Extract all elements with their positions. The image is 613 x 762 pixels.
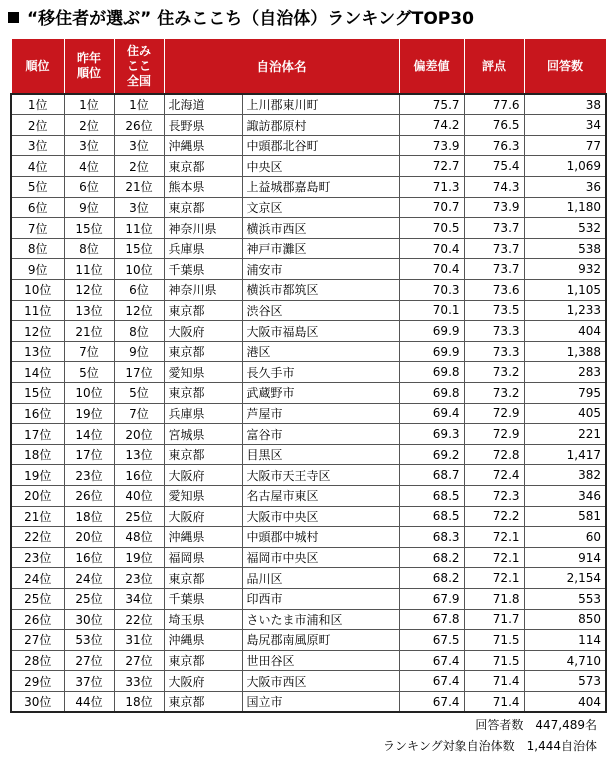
cell-prefecture: 大阪府 bbox=[164, 506, 242, 527]
cell-city: 長久手市 bbox=[242, 362, 399, 383]
cell-prev-rank: 24位 bbox=[64, 568, 114, 589]
cell-prefecture: 大阪府 bbox=[164, 321, 242, 342]
cell-responses: 283 bbox=[524, 362, 606, 383]
cell-responses: 404 bbox=[524, 321, 606, 342]
cell-prefecture: 沖縄県 bbox=[164, 527, 242, 548]
cell-responses: 382 bbox=[524, 465, 606, 486]
cell-prefecture: 千葉県 bbox=[164, 588, 242, 609]
cell-score: 74.3 bbox=[464, 177, 524, 198]
cell-prev-rank: 2位 bbox=[64, 115, 114, 136]
cell-rank: 18位 bbox=[11, 444, 64, 465]
cell-deviation: 69.2 bbox=[399, 444, 464, 465]
cell-city: 文京区 bbox=[242, 197, 399, 218]
cell-deviation: 67.4 bbox=[399, 691, 464, 712]
cell-deviation: 69.3 bbox=[399, 424, 464, 445]
cell-prefecture: 東京都 bbox=[164, 444, 242, 465]
table-row bbox=[11, 630, 606, 651]
cell-prev-rank: 7位 bbox=[64, 341, 114, 362]
cell-city: 浦安市 bbox=[242, 259, 399, 280]
cell-prev-rank: 27位 bbox=[64, 650, 114, 671]
cell-score: 71.5 bbox=[464, 650, 524, 671]
cell-score: 73.7 bbox=[464, 218, 524, 239]
table-row bbox=[11, 527, 606, 548]
table-row bbox=[11, 259, 606, 280]
cell-responses: 538 bbox=[524, 238, 606, 259]
table-row bbox=[11, 424, 606, 445]
cell-prev-rank: 18位 bbox=[64, 506, 114, 527]
table-row bbox=[11, 218, 606, 239]
cell-score: 73.2 bbox=[464, 362, 524, 383]
cell-responses: 38 bbox=[524, 94, 606, 115]
cell-rank: 17位 bbox=[11, 424, 64, 445]
table-row bbox=[11, 300, 606, 321]
header-score: 評点 bbox=[464, 39, 524, 95]
cell-prev-rank: 25位 bbox=[64, 588, 114, 609]
cell-city: 芦屋市 bbox=[242, 403, 399, 424]
cell-rank: 3位 bbox=[11, 135, 64, 156]
table-row bbox=[11, 547, 606, 568]
cell-rank: 28位 bbox=[11, 650, 64, 671]
cell-score: 71.7 bbox=[464, 609, 524, 630]
cell-prefecture: 神奈川県 bbox=[164, 218, 242, 239]
table-row bbox=[11, 238, 606, 259]
table-row bbox=[11, 94, 606, 115]
cell-city: 世田谷区 bbox=[242, 650, 399, 671]
cell-score: 72.2 bbox=[464, 506, 524, 527]
table-row bbox=[11, 115, 606, 136]
cell-responses: 553 bbox=[524, 588, 606, 609]
cell-rank: 23位 bbox=[11, 547, 64, 568]
cell-rank: 11位 bbox=[11, 300, 64, 321]
cell-sumi-rank: 3位 bbox=[114, 197, 164, 218]
cell-prefecture: 兵庫県 bbox=[164, 403, 242, 424]
cell-sumi-rank: 3位 bbox=[114, 135, 164, 156]
cell-responses: 34 bbox=[524, 115, 606, 136]
cell-deviation: 69.9 bbox=[399, 341, 464, 362]
page-title: “移住者が選ぶ” 住みここち（自治体）ランキングTOP30 bbox=[8, 4, 474, 34]
cell-score: 72.1 bbox=[464, 547, 524, 568]
cell-deviation: 70.4 bbox=[399, 259, 464, 280]
header-prev-rank: 昨年 順位 bbox=[64, 39, 114, 95]
cell-responses: 581 bbox=[524, 506, 606, 527]
header-rank: 順位 bbox=[11, 39, 64, 95]
cell-rank: 5位 bbox=[11, 177, 64, 198]
table-row bbox=[11, 650, 606, 671]
cell-prefecture: 東京都 bbox=[164, 197, 242, 218]
cell-prefecture: 沖縄県 bbox=[164, 630, 242, 651]
cell-prefecture: 東京都 bbox=[164, 156, 242, 177]
cell-city: 大阪市西区 bbox=[242, 671, 399, 692]
table-row bbox=[11, 321, 606, 342]
cell-responses: 1,233 bbox=[524, 300, 606, 321]
cell-prev-rank: 14位 bbox=[64, 424, 114, 445]
cell-city: 諏訪郡原村 bbox=[242, 115, 399, 136]
table-body bbox=[11, 94, 606, 712]
cell-score: 71.5 bbox=[464, 630, 524, 651]
cell-score: 72.9 bbox=[464, 403, 524, 424]
cell-score: 73.7 bbox=[464, 238, 524, 259]
table-row bbox=[11, 341, 606, 362]
cell-responses: 2,154 bbox=[524, 568, 606, 589]
cell-city: 大阪市天王寺区 bbox=[242, 465, 399, 486]
cell-responses: 795 bbox=[524, 383, 606, 404]
cell-rank: 8位 bbox=[11, 238, 64, 259]
cell-sumi-rank: 26位 bbox=[114, 115, 164, 136]
cell-responses: 914 bbox=[524, 547, 606, 568]
cell-responses: 1,388 bbox=[524, 341, 606, 362]
cell-rank: 1位 bbox=[11, 94, 64, 115]
cell-deviation: 67.5 bbox=[399, 630, 464, 651]
cell-rank: 20位 bbox=[11, 485, 64, 506]
cell-deviation: 70.3 bbox=[399, 280, 464, 301]
cell-prev-rank: 4位 bbox=[64, 156, 114, 177]
cell-city: 目黒区 bbox=[242, 444, 399, 465]
cell-responses: 405 bbox=[524, 403, 606, 424]
cell-responses: 1,180 bbox=[524, 197, 606, 218]
cell-responses: 532 bbox=[524, 218, 606, 239]
cell-rank: 14位 bbox=[11, 362, 64, 383]
cell-prefecture: 愛知県 bbox=[164, 485, 242, 506]
cell-deviation: 70.5 bbox=[399, 218, 464, 239]
cell-responses: 60 bbox=[524, 527, 606, 548]
cell-deviation: 69.8 bbox=[399, 383, 464, 404]
cell-sumi-rank: 27位 bbox=[114, 650, 164, 671]
cell-deviation: 70.1 bbox=[399, 300, 464, 321]
table-row bbox=[11, 177, 606, 198]
cell-score: 73.3 bbox=[464, 321, 524, 342]
municipalities-note: ランキング対象自治体数 1,444自治体 bbox=[383, 739, 597, 753]
cell-prefecture: 福岡県 bbox=[164, 547, 242, 568]
cell-deviation: 67.4 bbox=[399, 650, 464, 671]
cell-score: 72.1 bbox=[464, 527, 524, 548]
cell-score: 73.9 bbox=[464, 197, 524, 218]
cell-city: 印西市 bbox=[242, 588, 399, 609]
cell-responses: 77 bbox=[524, 135, 606, 156]
cell-rank: 29位 bbox=[11, 671, 64, 692]
cell-prev-rank: 8位 bbox=[64, 238, 114, 259]
cell-rank: 19位 bbox=[11, 465, 64, 486]
cell-responses: 346 bbox=[524, 485, 606, 506]
cell-deviation: 70.4 bbox=[399, 238, 464, 259]
cell-prefecture: 愛知県 bbox=[164, 362, 242, 383]
cell-deviation: 69.9 bbox=[399, 321, 464, 342]
table-row bbox=[11, 403, 606, 424]
cell-rank: 4位 bbox=[11, 156, 64, 177]
header-municipality: 自治体名 bbox=[164, 39, 399, 95]
cell-rank: 27位 bbox=[11, 630, 64, 651]
table-row bbox=[11, 197, 606, 218]
cell-rank: 13位 bbox=[11, 341, 64, 362]
cell-score: 73.6 bbox=[464, 280, 524, 301]
cell-sumi-rank: 12位 bbox=[114, 300, 164, 321]
cell-rank: 16位 bbox=[11, 403, 64, 424]
cell-prefecture: 埼玉県 bbox=[164, 609, 242, 630]
table-row bbox=[11, 485, 606, 506]
cell-sumi-rank: 17位 bbox=[114, 362, 164, 383]
cell-city: 品川区 bbox=[242, 568, 399, 589]
cell-deviation: 68.2 bbox=[399, 547, 464, 568]
cell-deviation: 68.5 bbox=[399, 506, 464, 527]
cell-score: 73.7 bbox=[464, 259, 524, 280]
cell-rank: 21位 bbox=[11, 506, 64, 527]
cell-score: 73.5 bbox=[464, 300, 524, 321]
cell-prefecture: 長野県 bbox=[164, 115, 242, 136]
cell-responses: 36 bbox=[524, 177, 606, 198]
cell-prev-rank: 5位 bbox=[64, 362, 114, 383]
cell-sumi-rank: 13位 bbox=[114, 444, 164, 465]
cell-prefecture: 兵庫県 bbox=[164, 238, 242, 259]
cell-city: 武蔵野市 bbox=[242, 383, 399, 404]
cell-prev-rank: 9位 bbox=[64, 197, 114, 218]
cell-score: 72.3 bbox=[464, 485, 524, 506]
cell-deviation: 68.2 bbox=[399, 568, 464, 589]
cell-score: 72.1 bbox=[464, 568, 524, 589]
cell-responses: 850 bbox=[524, 609, 606, 630]
cell-sumi-rank: 9位 bbox=[114, 341, 164, 362]
cell-city: 富谷市 bbox=[242, 424, 399, 445]
cell-deviation: 74.2 bbox=[399, 115, 464, 136]
cell-responses: 1,069 bbox=[524, 156, 606, 177]
cell-rank: 7位 bbox=[11, 218, 64, 239]
cell-prefecture: 東京都 bbox=[164, 568, 242, 589]
table-row bbox=[11, 135, 606, 156]
cell-sumi-rank: 1位 bbox=[114, 94, 164, 115]
cell-prev-rank: 53位 bbox=[64, 630, 114, 651]
table-row bbox=[11, 691, 606, 712]
table-row bbox=[11, 156, 606, 177]
cell-prev-rank: 6位 bbox=[64, 177, 114, 198]
cell-deviation: 69.8 bbox=[399, 362, 464, 383]
cell-deviation: 68.5 bbox=[399, 485, 464, 506]
cell-city: 渋谷区 bbox=[242, 300, 399, 321]
cell-sumi-rank: 48位 bbox=[114, 527, 164, 548]
cell-deviation: 67.4 bbox=[399, 671, 464, 692]
table-row bbox=[11, 383, 606, 404]
cell-rank: 26位 bbox=[11, 609, 64, 630]
ranking-table bbox=[10, 38, 607, 713]
cell-deviation: 75.7 bbox=[399, 94, 464, 115]
cell-prev-rank: 23位 bbox=[64, 465, 114, 486]
cell-score: 73.2 bbox=[464, 383, 524, 404]
cell-deviation: 67.9 bbox=[399, 588, 464, 609]
cell-prev-rank: 16位 bbox=[64, 547, 114, 568]
cell-city: 港区 bbox=[242, 341, 399, 362]
cell-prev-rank: 15位 bbox=[64, 218, 114, 239]
cell-responses: 221 bbox=[524, 424, 606, 445]
cell-score: 77.6 bbox=[464, 94, 524, 115]
header-responses: 回答数 bbox=[524, 39, 606, 95]
cell-prev-rank: 1位 bbox=[64, 94, 114, 115]
cell-rank: 15位 bbox=[11, 383, 64, 404]
cell-city: 国立市 bbox=[242, 691, 399, 712]
cell-prev-rank: 19位 bbox=[64, 403, 114, 424]
table-row bbox=[11, 506, 606, 527]
cell-score: 72.9 bbox=[464, 424, 524, 445]
cell-deviation: 73.9 bbox=[399, 135, 464, 156]
cell-responses: 404 bbox=[524, 691, 606, 712]
cell-sumi-rank: 5位 bbox=[114, 383, 164, 404]
cell-score: 72.8 bbox=[464, 444, 524, 465]
cell-prev-rank: 10位 bbox=[64, 383, 114, 404]
table-row bbox=[11, 444, 606, 465]
cell-city: 神戸市灘区 bbox=[242, 238, 399, 259]
cell-score: 71.4 bbox=[464, 671, 524, 692]
cell-score: 75.4 bbox=[464, 156, 524, 177]
cell-prev-rank: 44位 bbox=[64, 691, 114, 712]
cell-prev-rank: 21位 bbox=[64, 321, 114, 342]
table-header-row bbox=[11, 39, 606, 95]
cell-prefecture: 東京都 bbox=[164, 650, 242, 671]
table-row bbox=[11, 362, 606, 383]
cell-rank: 25位 bbox=[11, 588, 64, 609]
cell-prev-rank: 30位 bbox=[64, 609, 114, 630]
cell-deviation: 71.3 bbox=[399, 177, 464, 198]
cell-score: 73.3 bbox=[464, 341, 524, 362]
cell-prev-rank: 11位 bbox=[64, 259, 114, 280]
cell-prefecture: 千葉県 bbox=[164, 259, 242, 280]
table-row bbox=[11, 671, 606, 692]
header-deviation: 偏差値 bbox=[399, 39, 464, 95]
cell-city: 中頭郡中城村 bbox=[242, 527, 399, 548]
cell-deviation: 68.3 bbox=[399, 527, 464, 548]
cell-prefecture: 東京都 bbox=[164, 300, 242, 321]
cell-score: 71.4 bbox=[464, 691, 524, 712]
cell-prev-rank: 26位 bbox=[64, 485, 114, 506]
cell-city: 横浜市西区 bbox=[242, 218, 399, 239]
cell-rank: 30位 bbox=[11, 691, 64, 712]
cell-deviation: 69.4 bbox=[399, 403, 464, 424]
cell-city: 中頭郡北谷町 bbox=[242, 135, 399, 156]
cell-sumi-rank: 10位 bbox=[114, 259, 164, 280]
cell-responses: 573 bbox=[524, 671, 606, 692]
cell-city: 上川郡東川町 bbox=[242, 94, 399, 115]
cell-city: 大阪市福島区 bbox=[242, 321, 399, 342]
cell-deviation: 67.8 bbox=[399, 609, 464, 630]
cell-city: 中央区 bbox=[242, 156, 399, 177]
cell-sumi-rank: 2位 bbox=[114, 156, 164, 177]
cell-sumi-rank: 19位 bbox=[114, 547, 164, 568]
cell-deviation: 70.7 bbox=[399, 197, 464, 218]
cell-score: 76.3 bbox=[464, 135, 524, 156]
cell-responses: 1,105 bbox=[524, 280, 606, 301]
header-sumi-rank: 住み ここ 全国 bbox=[114, 39, 164, 95]
cell-rank: 22位 bbox=[11, 527, 64, 548]
cell-responses: 114 bbox=[524, 630, 606, 651]
cell-rank: 10位 bbox=[11, 280, 64, 301]
cell-sumi-rank: 15位 bbox=[114, 238, 164, 259]
cell-deviation: 72.7 bbox=[399, 156, 464, 177]
cell-prefecture: 熊本県 bbox=[164, 177, 242, 198]
cell-prev-rank: 17位 bbox=[64, 444, 114, 465]
cell-sumi-rank: 21位 bbox=[114, 177, 164, 198]
cell-sumi-rank: 23位 bbox=[114, 568, 164, 589]
cell-sumi-rank: 6位 bbox=[114, 280, 164, 301]
cell-city: 島尻郡南風原町 bbox=[242, 630, 399, 651]
cell-prev-rank: 37位 bbox=[64, 671, 114, 692]
cell-prefecture: 東京都 bbox=[164, 691, 242, 712]
cell-responses: 4,710 bbox=[524, 650, 606, 671]
cell-rank: 12位 bbox=[11, 321, 64, 342]
cell-sumi-rank: 22位 bbox=[114, 609, 164, 630]
cell-score: 71.8 bbox=[464, 588, 524, 609]
cell-rank: 6位 bbox=[11, 197, 64, 218]
cell-score: 72.4 bbox=[464, 465, 524, 486]
cell-prefecture: 東京都 bbox=[164, 383, 242, 404]
cell-sumi-rank: 20位 bbox=[114, 424, 164, 445]
square-bullet-icon bbox=[8, 12, 19, 23]
cell-city: 名古屋市東区 bbox=[242, 485, 399, 506]
cell-prefecture: 東京都 bbox=[164, 341, 242, 362]
cell-sumi-rank: 31位 bbox=[114, 630, 164, 651]
cell-sumi-rank: 33位 bbox=[114, 671, 164, 692]
table-row bbox=[11, 568, 606, 589]
cell-prefecture: 大阪府 bbox=[164, 671, 242, 692]
cell-prefecture: 宮城県 bbox=[164, 424, 242, 445]
cell-city: 大阪市中央区 bbox=[242, 506, 399, 527]
cell-rank: 24位 bbox=[11, 568, 64, 589]
cell-city: 福岡市中央区 bbox=[242, 547, 399, 568]
cell-sumi-rank: 8位 bbox=[114, 321, 164, 342]
cell-city: 横浜市都筑区 bbox=[242, 280, 399, 301]
respondents-note: 回答者数 447,489名 bbox=[475, 718, 597, 732]
cell-rank: 9位 bbox=[11, 259, 64, 280]
cell-sumi-rank: 7位 bbox=[114, 403, 164, 424]
cell-prev-rank: 3位 bbox=[64, 135, 114, 156]
cell-score: 76.5 bbox=[464, 115, 524, 136]
table-row bbox=[11, 280, 606, 301]
cell-sumi-rank: 18位 bbox=[114, 691, 164, 712]
cell-sumi-rank: 11位 bbox=[114, 218, 164, 239]
cell-city: 上益城郡嘉島町 bbox=[242, 177, 399, 198]
table-row bbox=[11, 465, 606, 486]
cell-prev-rank: 13位 bbox=[64, 300, 114, 321]
cell-sumi-rank: 25位 bbox=[114, 506, 164, 527]
cell-prefecture: 沖縄県 bbox=[164, 135, 242, 156]
table-row bbox=[11, 588, 606, 609]
cell-responses: 1,417 bbox=[524, 444, 606, 465]
cell-rank: 2位 bbox=[11, 115, 64, 136]
table-row bbox=[11, 609, 606, 630]
cell-responses: 932 bbox=[524, 259, 606, 280]
cell-deviation: 68.7 bbox=[399, 465, 464, 486]
cell-sumi-rank: 40位 bbox=[114, 485, 164, 506]
cell-prefecture: 北海道 bbox=[164, 94, 242, 115]
cell-sumi-rank: 34位 bbox=[114, 588, 164, 609]
cell-prev-rank: 20位 bbox=[64, 527, 114, 548]
cell-prefecture: 大阪府 bbox=[164, 465, 242, 486]
cell-prefecture: 神奈川県 bbox=[164, 280, 242, 301]
cell-prev-rank: 12位 bbox=[64, 280, 114, 301]
cell-city: さいたま市浦和区 bbox=[242, 609, 399, 630]
cell-sumi-rank: 16位 bbox=[114, 465, 164, 486]
